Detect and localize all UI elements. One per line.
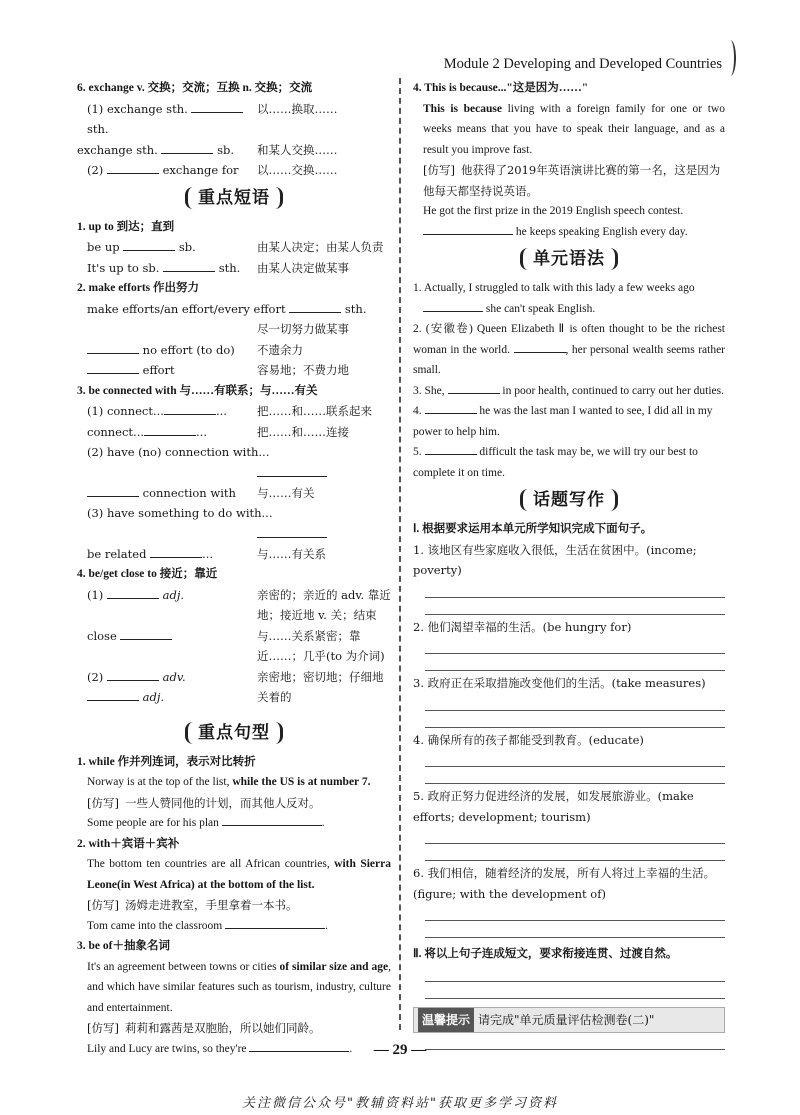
meaning: 与……有关 [257,485,315,500]
phrase-3-row2 [77,422,391,443]
blank[interactable] [87,341,139,354]
sentence-4-title: 4. This is because..."这是因为……" [413,82,589,94]
text: make efforts/an effort/every effort [87,301,286,316]
text: 莉莉和露茜是双胞胎，所以她们同龄。 [124,1021,321,1035]
sentence-2-practice [77,895,391,916]
page-number: — 29 — [373,1042,427,1058]
blank[interactable] [87,688,139,701]
text: she can't speak English. [485,302,596,315]
blank[interactable] [225,916,325,929]
word-6-row1 [77,99,391,140]
text: be related [87,546,147,561]
section-title-sentences [77,722,391,744]
column-divider [399,78,401,1030]
writing-part2-title: Ⅱ. 将以上句子连成短文，要求衔接连贯、过渡自然。 [413,948,678,960]
text: ... [215,404,227,418]
meaning: 以……换取…… [257,101,338,116]
text: ... [202,546,214,561]
sentence-2-title: 2. with＋宾语＋宾补 [77,837,180,850]
phrase-3-row1 [77,401,391,422]
meaning: 尽一切努力做某事 [257,322,349,336]
text: sth. [218,260,241,275]
answer-line[interactable] [425,965,725,982]
grammar-4 [413,401,725,442]
blank[interactable] [423,299,483,312]
phrase-4-row4 [77,687,391,708]
sentence-3-practice [77,1018,391,1039]
text: connection with [142,485,236,500]
word-6-title: 6. exchange v. 交换；交流；互换 n. 交换；交流 [77,82,313,94]
text: he keeps speaking English every day. [515,225,688,238]
meaning: 亲密地；密切地；仔细地 [257,669,384,684]
answer-line[interactable] [425,654,725,671]
blank[interactable] [222,813,322,826]
grammar-5 [413,442,725,483]
text: he was the last man I wanted to see, I did all in my power to help him. [413,405,713,438]
blank[interactable] [107,161,159,174]
text: , and which have similar features such as tourism, industry, culture and entertainment. [87,960,391,1014]
blank[interactable] [423,222,513,235]
answer-line[interactable] [425,598,725,615]
footer-note: 关注微信公众号"教辅资料站"获取更多学习资料 [242,1096,558,1111]
text: Some people are for his plan [87,817,219,829]
sentence-4-practice [413,160,725,201]
text: exchange for [162,163,239,177]
tag: [仿写] [87,1021,119,1035]
meaning: 以……交换…… [257,163,338,177]
grammar-1: 1. Actually, I struggled to talk with this lady a few weeks ago [413,282,695,294]
blank[interactable] [164,402,216,415]
grammar-3 [413,381,725,402]
blank[interactable] [107,586,159,599]
writing-q5: 5. 政府正努力促进经济的发展，如发展旅游业。(make efforts; development; tourism) [413,789,694,824]
text: adj. [162,587,185,602]
sentence-4-answer-line1: He got the first prize in the 2019 English speech contest. [423,205,684,217]
blank[interactable] [161,141,213,154]
blank[interactable] [448,381,500,394]
text: 重点句型 [185,722,283,744]
blank[interactable] [191,100,243,113]
blank[interactable] [123,238,175,251]
tip-text: 请完成"单元质量评估检测卷(二)" [478,1013,655,1027]
phrase-2-row2 [77,340,391,361]
sentence-1-example [77,772,391,793]
text: be up [87,240,120,254]
grammar-1-line2 [413,299,725,320]
text: 他获得了2019年英语演讲比赛的第一名，这是因为他每天都坚持说英语。 [423,163,721,198]
answer-line[interactable] [425,767,725,784]
text: 单元语法 [520,248,618,270]
writing-q1: 1. 该地区有些家庭收入很低，生活在贫困中。(income; poverty) [413,542,697,577]
writing-q3: 3. 政府正在采取措施改变他们的生活。(take measures) [413,676,706,690]
tag: [仿写] [423,163,455,177]
writing-q4: 4. 确保所有的孩子都能受到教育。(educate) [413,732,644,747]
blank-line [77,524,391,544]
writing-part1-title: Ⅰ. 根据要求运用本单元所学知识完成下面句子。 [413,523,653,535]
page-header: Module 2 Developing and Developed Countries [443,56,722,72]
text: difficult the task may be, we will try our best to complete it on time. [413,446,698,479]
answer-line[interactable] [425,694,725,711]
text: in poor health, continued to carry out her duties. [502,384,725,397]
text: sth. [344,301,367,316]
phrase-4-row1 [77,585,391,626]
sentence-4-answer-line2 [413,222,725,243]
phrase-3-row3: (2) have (no) connection with... [87,445,270,459]
phrase-4-row3 [77,667,391,688]
answer-line[interactable] [425,637,725,654]
text: with Sierra Leone(in West Africa) at the bottom of the list. [87,858,391,891]
tag: [仿写] [87,795,119,810]
blank[interactable] [150,545,202,558]
section-title-writing [413,489,725,511]
text: 4. [413,405,422,417]
grammar-2 [413,319,725,381]
answer-line[interactable] [425,711,725,728]
meaning: 容易地；不费力地 [257,363,349,377]
tag: [仿写] [87,898,119,912]
phrase-2-row1 [77,299,391,320]
phrase-1-row2 [77,258,391,279]
phrase-1-title: 1. up to 到达；直到 [77,220,175,233]
phrase-3-title: 3. be connected with 与……有联系；与……有关 [77,384,318,397]
text: no effort (to do) [142,342,235,357]
text: 汤姆走进教室，手里拿着一本书。 [124,898,298,912]
text: 3. She, [413,384,445,397]
sentence-1-answer: Some people are for his plan . [77,813,391,834]
phrase-3-row5: (3) have something to do with... [87,506,273,520]
text: Norway is at the top of the list, [87,776,233,788]
sentence-2-answer: Tom came into the classroom . [77,916,391,937]
blank[interactable] [425,442,477,455]
text: sb. [217,142,235,157]
blank[interactable] [120,627,172,640]
word-6-row2 [77,140,391,161]
text: (2) [87,163,104,177]
text: sb. [178,240,196,254]
text: , her personal wealth seems rather small. [413,343,726,376]
meaning: 由某人决定；由某人负责 [257,240,384,254]
meaning: 把……和……联系起来 [257,404,372,418]
blank[interactable] [289,300,341,313]
blank[interactable] [107,668,159,681]
answer-line[interactable] [425,921,725,938]
right-column [413,78,725,1050]
sentence-1-practice [77,793,391,814]
text: exchange sth. [77,142,158,157]
blank-line [77,463,391,483]
text: ... [196,424,207,439]
text: adj. [142,690,165,704]
text: (1) [87,587,104,602]
text: It's an agreement between towns or cities [87,960,280,973]
meaning: 与……关系紧密；靠近……；几乎(to 为介词) [257,628,385,663]
phrase-1-row1 [77,237,391,258]
blank[interactable] [257,525,327,538]
text: 5. [413,446,422,458]
sentence-3-answer: Lily and Lucy are twins, so they're . [77,1039,391,1060]
answer-line[interactable] [425,844,725,861]
meaning: 关着的 [257,690,292,704]
writing-q2: 2. 他们渴望幸福的生活。(be hungry for) [413,619,632,634]
meaning: 不遗余力 [257,342,303,357]
blank[interactable] [144,423,196,436]
text: (1) exchange sth. [87,101,188,116]
sentence-4-example [413,99,725,161]
text: The bottom ten countries are all African countries, [87,858,335,870]
meaning: 亲密的；亲近的 adv. 靠近地；接近地 v. 关；结束 [257,587,391,622]
sentence-3-title: 3. be of＋抽象名词 [77,940,170,952]
tip-box [413,1007,725,1033]
text: while the US is at number 7. [232,776,371,788]
blank[interactable] [514,340,566,353]
text: Lily and Lucy are twins, so they're [87,1042,247,1055]
blank[interactable] [87,361,139,374]
blank[interactable] [163,259,215,272]
text: 话题写作 [520,489,618,511]
text: sth. [87,122,109,136]
answer-line[interactable] [425,904,725,921]
meaning: 由某人决定做某事 [257,260,349,275]
answer-line[interactable] [425,750,725,767]
sentence-3-example [77,957,391,1019]
text: Tom came into the classroom [87,919,223,932]
text: 2. (安徽卷) Queen Elizabeth Ⅱ is often thought to be the richest woman in the world. [413,323,725,356]
sentence-2-example [77,854,391,895]
text: It's up to sb. [87,260,160,275]
section-title-phrases [77,187,391,209]
text: connect... [87,424,145,439]
word-6-row3 [77,160,391,181]
text: 一些人赞同他的计划，而其他人反对。 [124,795,321,810]
blank[interactable] [425,401,477,414]
phrase-4-title: 4. be/get close to 接近；靠近 [77,568,218,580]
meaning: 把……和……连接 [257,424,349,439]
phrase-3-row4 [77,483,391,504]
text: This is because [423,102,502,115]
phrase-3-row6 [77,544,391,565]
left-column [77,78,391,1059]
answer-line[interactable] [425,827,725,844]
meaning: 和某人交换…… [257,142,338,157]
answer-line[interactable] [425,581,725,598]
meaning: 与……有关系 [257,546,326,561]
text: (1) connect... [87,404,164,418]
blank[interactable] [257,464,327,477]
answer-line[interactable] [425,982,725,999]
phrase-2-title: 2. make efforts 作出努力 [77,282,200,294]
blank[interactable] [87,484,139,497]
text: adv. [162,669,186,684]
text: living with a foreign family for one or two weeks means that you have to speak their language, and as a result you improve fast. [423,102,725,156]
sentence-1-title: 1. while 作并列连词，表示对比转折 [77,755,256,768]
text: (2) [87,669,104,684]
text: of similar size and age [279,960,389,973]
writing-q6: 6. 我们相信，随着经济的发展，所有人将过上幸福的生活。(figure; with the development of) [413,866,716,901]
phrase-2-row3 [77,360,391,381]
tip-label: 温馨提示 [418,1008,474,1032]
section-title-grammar [413,248,725,270]
phrase-4-row2 [77,626,391,667]
text: close [87,628,117,643]
text: 重点短语 [185,187,283,209]
text: effort [142,363,175,377]
header-decoration [722,40,736,76]
